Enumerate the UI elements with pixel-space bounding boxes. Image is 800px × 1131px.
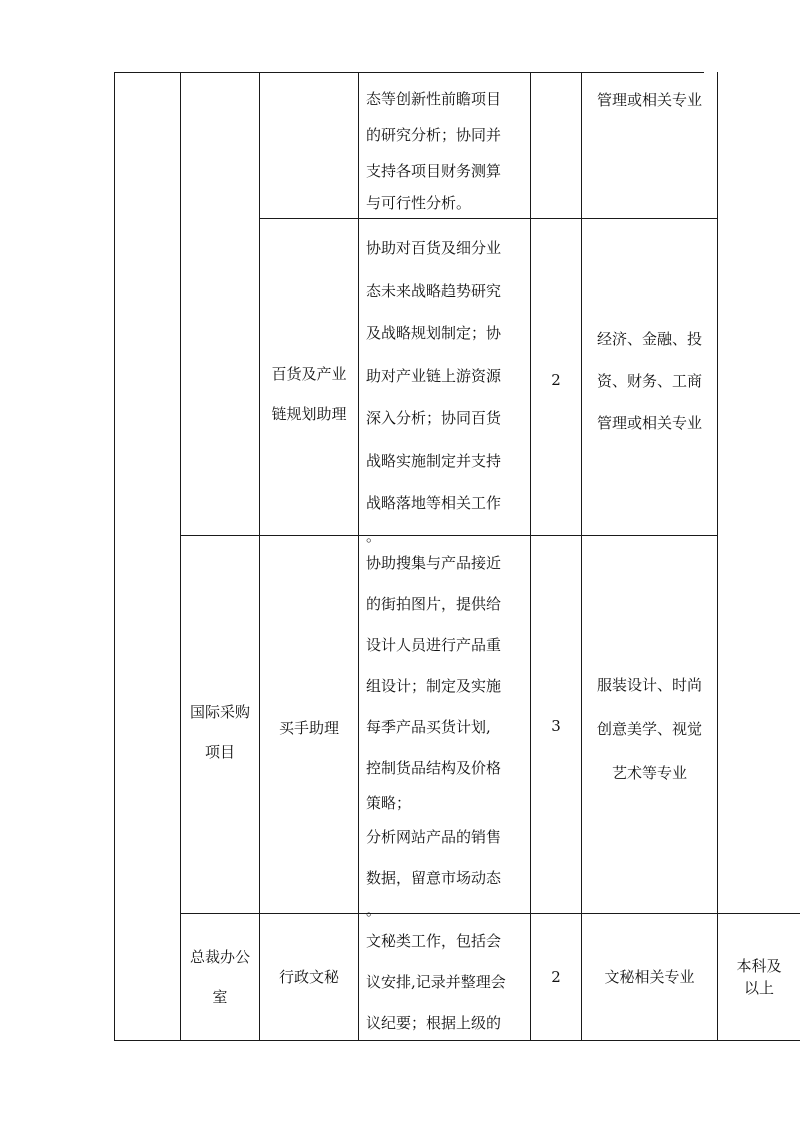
duty-line: 的街拍图片，提供给 (366, 595, 502, 613)
column-divider (717, 72, 718, 1041)
duty-line: 助对产业链上游资源 (366, 366, 502, 385)
major-line: 艺术等专业 (611, 763, 687, 782)
position-line: 买手助理 (278, 718, 339, 737)
duty-line: 与可行性分析。 (366, 194, 472, 212)
row2-major-cell (582, 219, 717, 535)
duty-line: 控制货品结构及价格 (366, 759, 502, 777)
duty-line: 文秘类工作，包括会 (366, 932, 502, 950)
major-line: 文秘相关专业 (604, 968, 695, 986)
headcount-value: 2 (551, 371, 561, 389)
row4-headcount-cell (531, 914, 581, 1040)
duty-line: 的研究分析；协同并 (366, 126, 502, 144)
education-line: 本科及 (736, 957, 782, 975)
headcount-value: 2 (551, 968, 561, 986)
duty-line: 设计人员进行产品重 (366, 636, 502, 654)
row4-position-cell (260, 914, 358, 1040)
table-left-border (114, 72, 115, 1041)
duty-line: 策略； (366, 794, 412, 812)
duty-line: 每季产品买货计划, (366, 718, 491, 736)
major-line: 资、财务、工商 (596, 372, 702, 390)
row3-major-cell (582, 536, 717, 913)
position-line: 百货及产业 (271, 365, 347, 383)
duty-line: 。 (366, 901, 382, 919)
major-line: 管理或相关专业 (596, 91, 702, 109)
duty-line: 支持各项目财务测算 (366, 162, 502, 180)
duty-line: 组设计；制定及实施 (366, 677, 502, 695)
row4-department-cell (181, 914, 259, 1040)
duty-line: 数据，留意市场动态 (366, 869, 502, 887)
row3-duties-cell (359, 536, 530, 919)
duty-line: 及战略规划制定；协 (366, 324, 502, 342)
duty-line: 分析网站产品的销售 (366, 828, 502, 846)
department-line: 室 (212, 988, 228, 1006)
duty-line: 深入分析；协同百货 (366, 409, 502, 427)
department-line: 国际采购 (189, 702, 250, 721)
position-line: 链规划助理 (271, 405, 347, 423)
duty-line: 协助搜集与产品接近 (366, 554, 502, 572)
row2-position-cell (260, 219, 358, 535)
major-line: 经济、金融、投 (596, 330, 702, 348)
department-line: 总裁办公 (189, 948, 250, 966)
duty-line: 态等创新性前瞻项目 (366, 90, 502, 108)
row3-position-cell (260, 536, 358, 913)
major-line: 创意美学、视觉 (596, 719, 702, 738)
row4-education-cell (718, 914, 800, 1040)
major-line: 管理或相关专业 (596, 414, 702, 432)
row1-major-cell (582, 73, 717, 127)
row4-duties-cell (359, 914, 530, 1040)
duty-line: 战略落地等相关工作 (366, 494, 502, 512)
row2-headcount-cell (531, 219, 581, 535)
major-line: 服装设计、时尚 (596, 675, 702, 694)
duty-line: 议安排,记录并整理会 (366, 973, 506, 991)
duty-line: 。 (366, 526, 382, 545)
duty-line: 协助对百货及细分业 (366, 239, 502, 257)
duty-line: 议纪要；根据上级的 (366, 1014, 502, 1032)
row1-duties-cell (359, 73, 530, 218)
row4-major-cell (582, 914, 717, 1040)
row3-department-cell (181, 536, 259, 913)
row3-headcount-cell (531, 536, 581, 913)
row2-duties-cell (359, 219, 530, 545)
duty-line: 战略实施制定并支持 (366, 451, 502, 470)
department-line: 项目 (204, 742, 235, 761)
education-line: 以上 (743, 979, 774, 997)
headcount-value: 3 (551, 716, 561, 735)
position-line: 行政文秘 (278, 968, 339, 986)
duty-line: 态未来战略趋势研究 (366, 281, 502, 300)
